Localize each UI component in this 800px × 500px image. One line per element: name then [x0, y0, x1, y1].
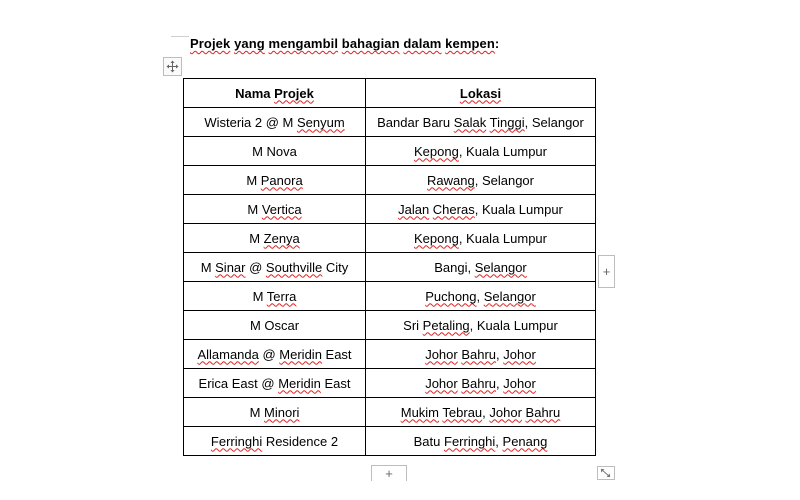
cell-project-name[interactable] [184, 108, 366, 137]
cell-project-name[interactable] [184, 427, 366, 456]
table-row [184, 311, 596, 340]
text-run: , Selangor [524, 114, 584, 130]
projects-table [183, 78, 596, 456]
cell-project-name[interactable] [184, 253, 366, 282]
text-run: , Kuala Lumpur [474, 201, 563, 217]
text-run: City [322, 259, 349, 275]
table-row [184, 137, 596, 166]
cell-project-name[interactable] [184, 224, 366, 253]
text-run: , [476, 288, 484, 304]
spellcheck-flagged-word: Johor [425, 375, 458, 391]
text-run: , Kuala Lumpur [458, 143, 547, 159]
text-run: , [482, 404, 490, 420]
table-row [184, 253, 596, 282]
table-row [184, 195, 596, 224]
cell-project-name[interactable] [184, 137, 366, 166]
spellcheck-flagged-word: Tinggi [489, 114, 525, 130]
text-run: M [246, 172, 261, 188]
text-run: , Kuala Lumpur [469, 317, 558, 333]
spellcheck-flagged-word: Selangor [474, 259, 527, 275]
text-run: Sri [403, 317, 423, 333]
text-run: M [252, 288, 267, 304]
spellcheck-flagged-word: yang [234, 36, 265, 51]
spellcheck-flagged-word: Rawang [427, 172, 475, 188]
spellcheck-flagged-word: Senyum [296, 114, 345, 130]
text-run: , [495, 433, 503, 449]
cell-project-name[interactable] [184, 195, 366, 224]
spellcheck-flagged-word: Vertica [261, 201, 302, 217]
text-run: M [249, 404, 265, 420]
cell-location[interactable] [366, 398, 596, 427]
cell-location[interactable] [366, 166, 596, 195]
spellcheck-flagged-word: Panora [260, 172, 303, 188]
text-run: Batu [413, 433, 444, 449]
text-run: East [321, 346, 352, 362]
text-run: M [249, 230, 264, 246]
text-run: East [320, 375, 351, 391]
cell-location[interactable] [366, 224, 596, 253]
table-row [184, 369, 596, 398]
add-column-button[interactable]: + [598, 255, 615, 288]
table-move-handle[interactable] [163, 57, 182, 76]
text-run: Residence 2 [262, 433, 339, 449]
add-row-button[interactable]: + [371, 465, 407, 481]
cell-location[interactable] [366, 137, 596, 166]
cell-location[interactable] [366, 282, 596, 311]
resize-diagonal-icon [597, 466, 615, 480]
cell-location[interactable] [366, 427, 596, 456]
spellcheck-flagged-word: Southville [265, 259, 323, 275]
table-row [184, 166, 596, 195]
spellcheck-flagged-word: Penang [502, 433, 548, 449]
text-run: , Kuala Lumpur [458, 230, 547, 246]
text-run: M Oscar [249, 317, 300, 333]
header-cell-nama-projek[interactable] [184, 79, 366, 108]
table-row [184, 340, 596, 369]
text-run: Erica East @ [198, 375, 279, 391]
text-run: M [200, 259, 216, 275]
spellcheck-flagged-word: Ferringhi [444, 433, 496, 449]
spellcheck-flagged-word: Johor [489, 404, 522, 420]
spellcheck-flagged-word: Terra [266, 288, 297, 304]
spellcheck-flagged-word: Puchong [425, 288, 477, 304]
cell-location[interactable] [366, 108, 596, 137]
table-row [184, 108, 596, 137]
text-run: , [496, 346, 504, 362]
cell-location[interactable] [366, 340, 596, 369]
text-run: , [496, 375, 504, 391]
cell-project-name[interactable] [184, 369, 366, 398]
table-resize-handle[interactable] [597, 466, 615, 480]
spellcheck-flagged-word: Sinar [215, 259, 246, 275]
cell-project-name[interactable] [184, 340, 366, 369]
table-row [184, 282, 596, 311]
cell-location[interactable] [366, 311, 596, 340]
spellcheck-flagged-word: kempen [445, 36, 495, 51]
text-run: Bangi [434, 259, 468, 275]
header-cell-lokasi[interactable] [366, 79, 596, 108]
spellcheck-flagged-word: Meridin [279, 346, 322, 362]
table-header-row [184, 79, 596, 108]
table-row [184, 398, 596, 427]
cell-location[interactable] [366, 369, 596, 398]
spellcheck-flagged-word: Allamanda [197, 346, 259, 362]
text-run: Bandar Baru [377, 114, 454, 130]
spellcheck-flagged-word: Ferringhi [210, 433, 263, 449]
move-arrows-icon [166, 60, 179, 73]
text-run: @ [258, 346, 280, 362]
spellcheck-flagged-word: Tebrau [442, 404, 483, 420]
spellcheck-flagged-word: mengambil [268, 36, 339, 51]
cell-location[interactable] [366, 195, 596, 224]
text-run: @ [245, 259, 266, 275]
spellcheck-flagged-word: Bahru [525, 404, 561, 420]
spellcheck-flagged-word: Lokasi [459, 85, 502, 101]
spellcheck-flagged-word: Meridin [278, 375, 321, 391]
text-run: Wisteria 2 @ M [204, 114, 297, 130]
spellcheck-flagged-word: Jalan [398, 201, 430, 217]
spellcheck-flagged-word: Mukim [400, 404, 440, 420]
table-row [184, 427, 596, 456]
spellcheck-flagged-word: dalam [403, 36, 442, 51]
cell-location[interactable] [366, 253, 596, 282]
spellcheck-flagged-word: Johor [425, 346, 458, 362]
table-row [184, 224, 596, 253]
spellcheck-flagged-word: Selangor [483, 288, 536, 304]
text-run: , Selangor [474, 172, 534, 188]
spellcheck-flagged-word: bahagian [341, 36, 400, 51]
cell-project-name[interactable] [184, 282, 366, 311]
cell-project-name[interactable] [184, 166, 366, 195]
cell-project-name[interactable] [184, 398, 366, 427]
spellcheck-flagged-word: Johor [503, 346, 536, 362]
spellcheck-flagged-word: Salak [453, 114, 487, 130]
spellcheck-flagged-word: Projek [190, 36, 231, 51]
text-run: , [467, 259, 475, 275]
text-run: Nama [235, 85, 275, 101]
spellcheck-flagged-word: Projek [274, 85, 314, 101]
spellcheck-flagged-word: Minori [264, 404, 300, 420]
text-run: : [494, 36, 500, 51]
cell-project-name[interactable] [184, 311, 366, 340]
spellcheck-flagged-word: Bahru [461, 375, 497, 391]
table-body [184, 108, 596, 456]
spellcheck-flagged-word: Petaling [422, 317, 470, 333]
spellcheck-flagged-word: Bahru [461, 346, 497, 362]
text-run: M [247, 201, 262, 217]
spellcheck-flagged-word: Zenya [263, 230, 300, 246]
section-heading [190, 36, 499, 51]
spellcheck-flagged-word: Kepong [414, 143, 459, 159]
page-margin-corner-mark [171, 22, 189, 37]
spellcheck-flagged-word: Cheras [432, 201, 475, 217]
spellcheck-flagged-word: Kepong [414, 230, 459, 246]
text-run: M Nova [252, 143, 297, 159]
spellcheck-flagged-word: Johor [503, 375, 536, 391]
